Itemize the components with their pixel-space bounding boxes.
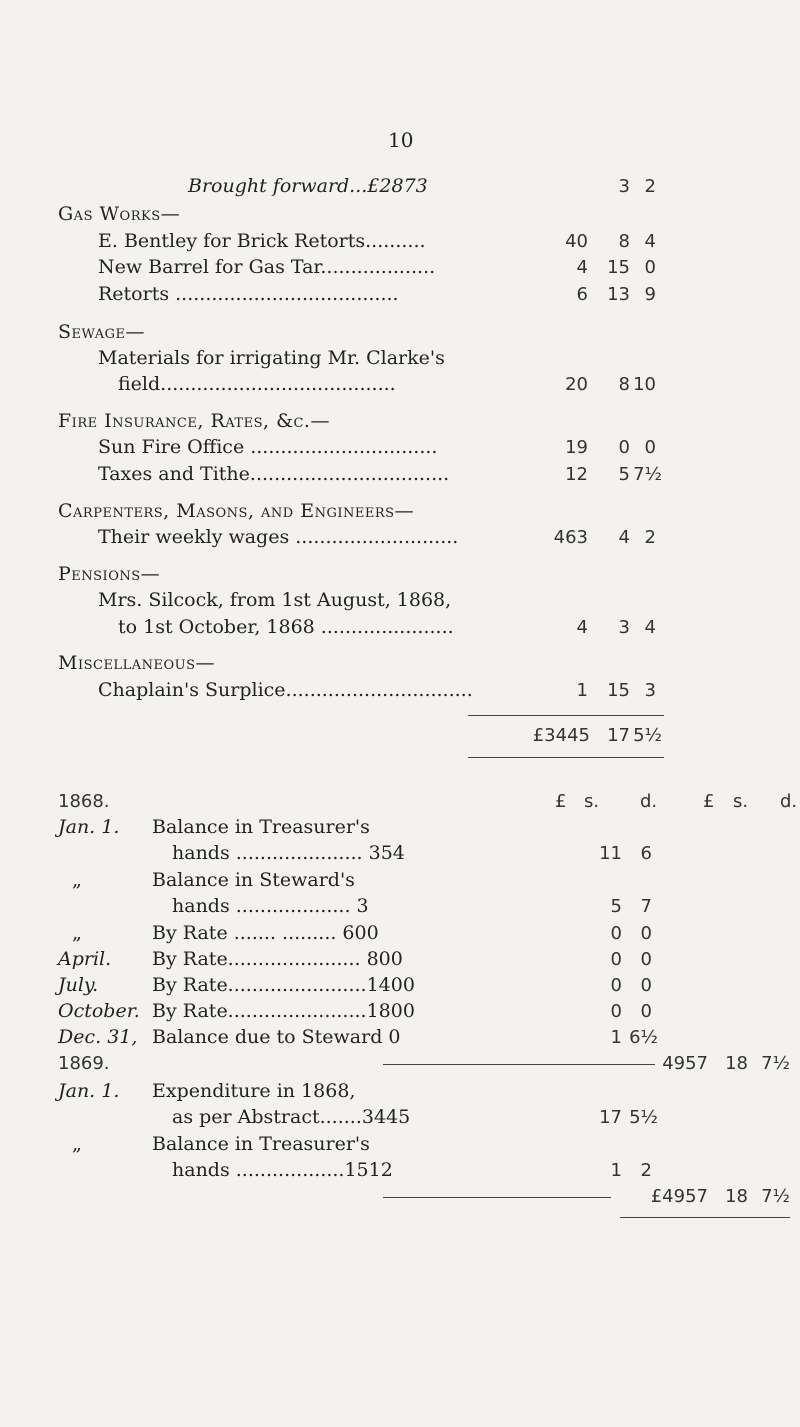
gas-item-text: Retorts ..................................... [98,283,399,305]
account-pence: 0 [640,975,652,996]
carpenters-pence: 2 [644,527,656,548]
gas-item-pence: 4 [644,231,656,252]
account-pence: 6 [640,843,652,864]
carpenters-shillings: 4 [618,527,630,548]
account-date: „ [72,922,82,944]
fire-item-shillings: 0 [618,437,630,458]
account-shillings: 1 [610,1160,622,1181]
account-date: „ [72,869,82,891]
account-pence: 0 [640,949,652,970]
account-shillings: 5 [610,896,622,917]
subtotal-dash-rule [383,1064,655,1065]
gas-item-pounds: 40 [565,231,588,252]
gas-item-text: E. Bentley for Brick Retorts.......... [98,230,426,252]
subtotal-shillings: 18 [725,1053,748,1074]
account-text-line2: By Rate ....... ......... 600 [152,922,379,944]
account-text-line1: Balance in Treasurer's [152,816,370,838]
account-date: October. [58,1000,140,1022]
account-pence: 5½ [629,1107,658,1128]
fire-item-pence: 7½ [633,464,662,485]
account-date: „ [72,1133,82,1155]
pensions-pence: 4 [644,617,656,638]
col-header-shillings: s. [584,791,600,812]
section-title-pensions: Pensions— [58,563,161,585]
account-text-line2: hands ..................1512 [172,1159,393,1181]
account-text-line2: By Rate.......................1800 [152,1000,415,1022]
pensions-shillings: 3 [618,617,630,638]
brought-forward-s: 3 [618,176,630,197]
grand-total-rule-bottom [620,1217,790,1218]
carpenters-pounds: 463 [553,527,588,548]
gas-item-shillings: 13 [607,284,630,305]
page-number: 10 [388,128,414,152]
section-title-gas-works: Gas Works— [58,203,181,225]
section-title-sewage: Sewage— [58,321,145,343]
gas-item-pounds: 6 [576,284,588,305]
pensions-pounds: 4 [576,617,588,638]
grand-total-pence: 7½ [761,1186,790,1207]
col-header-pounds-2: £ [703,791,715,812]
account-date: July. [58,974,99,996]
gas-item-shillings: 8 [618,231,630,252]
sewage-shillings: 8 [618,374,630,395]
grand-total-pounds: £4957 [650,1186,708,1207]
total-rule-top [468,715,664,716]
account-shillings: 0 [610,975,622,996]
misc-text: Chaplain's Surplice............................... [98,679,473,701]
account-shillings: 11 [599,843,622,864]
misc-pence: 3 [644,680,656,701]
gas-item-pence: 9 [644,284,656,305]
section-title-fire-insurance: Fire Insurance, Rates, &c.— [58,410,330,432]
section-title-carpenters: Carpenters, Masons, and Engineers— [58,500,415,522]
account-subtotal-year: 1869. [58,1053,110,1074]
col-header-pence: d. [640,791,658,812]
total-pence: 5½ [633,725,662,746]
pensions-text-line1: Mrs. Silcock, from 1st August, 1868, [98,589,452,611]
account-text-line2: By Rate...................... 800 [152,948,403,970]
brought-forward-label: Brought forward...£2873 [188,175,428,197]
grand-total-dash-rule [383,1197,611,1198]
account-text-line1: Balance in Steward's [152,869,355,891]
gas-item-pounds: 4 [576,257,588,278]
account-shillings: 17 [599,1107,622,1128]
account-date: Dec. 31, [58,1026,138,1048]
sewage-pence: 10 [633,374,656,395]
account-date: Jan. 1. [58,1080,120,1102]
sewage-text-line1: Materials for irrigating Mr. Clarke's [98,347,445,369]
misc-pounds: 1 [576,680,588,701]
account-shillings: 0 [610,949,622,970]
col-header-pence-2: d. [780,791,798,812]
account-year-header: 1868. [58,791,110,812]
account-text-line2: hands ..................... 354 [172,842,405,864]
fire-item-text: Taxes and Tithe................................. [98,463,450,485]
brought-forward-d: 2 [644,176,656,197]
col-header-shillings-2: s. [733,791,749,812]
account-pence: 2 [640,1160,652,1181]
account-pence: 0 [640,923,652,944]
gas-item-pence: 0 [644,257,656,278]
gas-item-text: New Barrel for Gas Tar................... [98,256,436,278]
account-text-line2: hands ................... 3 [172,895,369,917]
fire-item-pounds: 12 [565,464,588,485]
section-title-miscellaneous: Miscellaneous— [58,652,215,674]
subtotal-pounds: 4957 [662,1053,708,1074]
misc-shillings: 15 [607,680,630,701]
account-text-line1: Expenditure in 1868, [152,1080,356,1102]
grand-total-shillings: 18 [725,1186,748,1207]
account-text-line2: By Rate.......................1400 [152,974,415,996]
subtotal-pence: 7½ [761,1053,790,1074]
account-pence: 6½ [629,1027,658,1048]
account-pence: 0 [640,1001,652,1022]
account-text-line1: Balance in Treasurer's [152,1133,370,1155]
account-date: Jan. 1. [58,816,120,838]
fire-item-shillings: 5 [618,464,630,485]
sewage-pounds: 20 [565,374,588,395]
total-pounds: £3445 [532,725,590,746]
account-shillings: 0 [610,1001,622,1022]
account-pence: 7 [640,896,652,917]
account-shillings: 1 [610,1027,622,1048]
carpenters-text: Their weekly wages ........................... [98,526,459,548]
fire-item-pounds: 19 [565,437,588,458]
account-shillings: 0 [610,923,622,944]
total-rule-bottom [468,757,664,758]
gas-item-shillings: 15 [607,257,630,278]
col-header-pounds: £ [555,791,567,812]
account-text-line2: as per Abstract.......3445 [172,1106,411,1128]
account-text-line2: Balance due to Steward 0 [152,1026,401,1048]
account-date: April. [58,948,112,970]
pensions-text-line2: to 1st October, 1868 ...................... [118,616,454,638]
fire-item-text: Sun Fire Office ............................... [98,436,438,458]
fire-item-pence: 0 [644,437,656,458]
sewage-text-line2: field....................................... [118,373,396,395]
total-shillings: 17 [607,725,630,746]
